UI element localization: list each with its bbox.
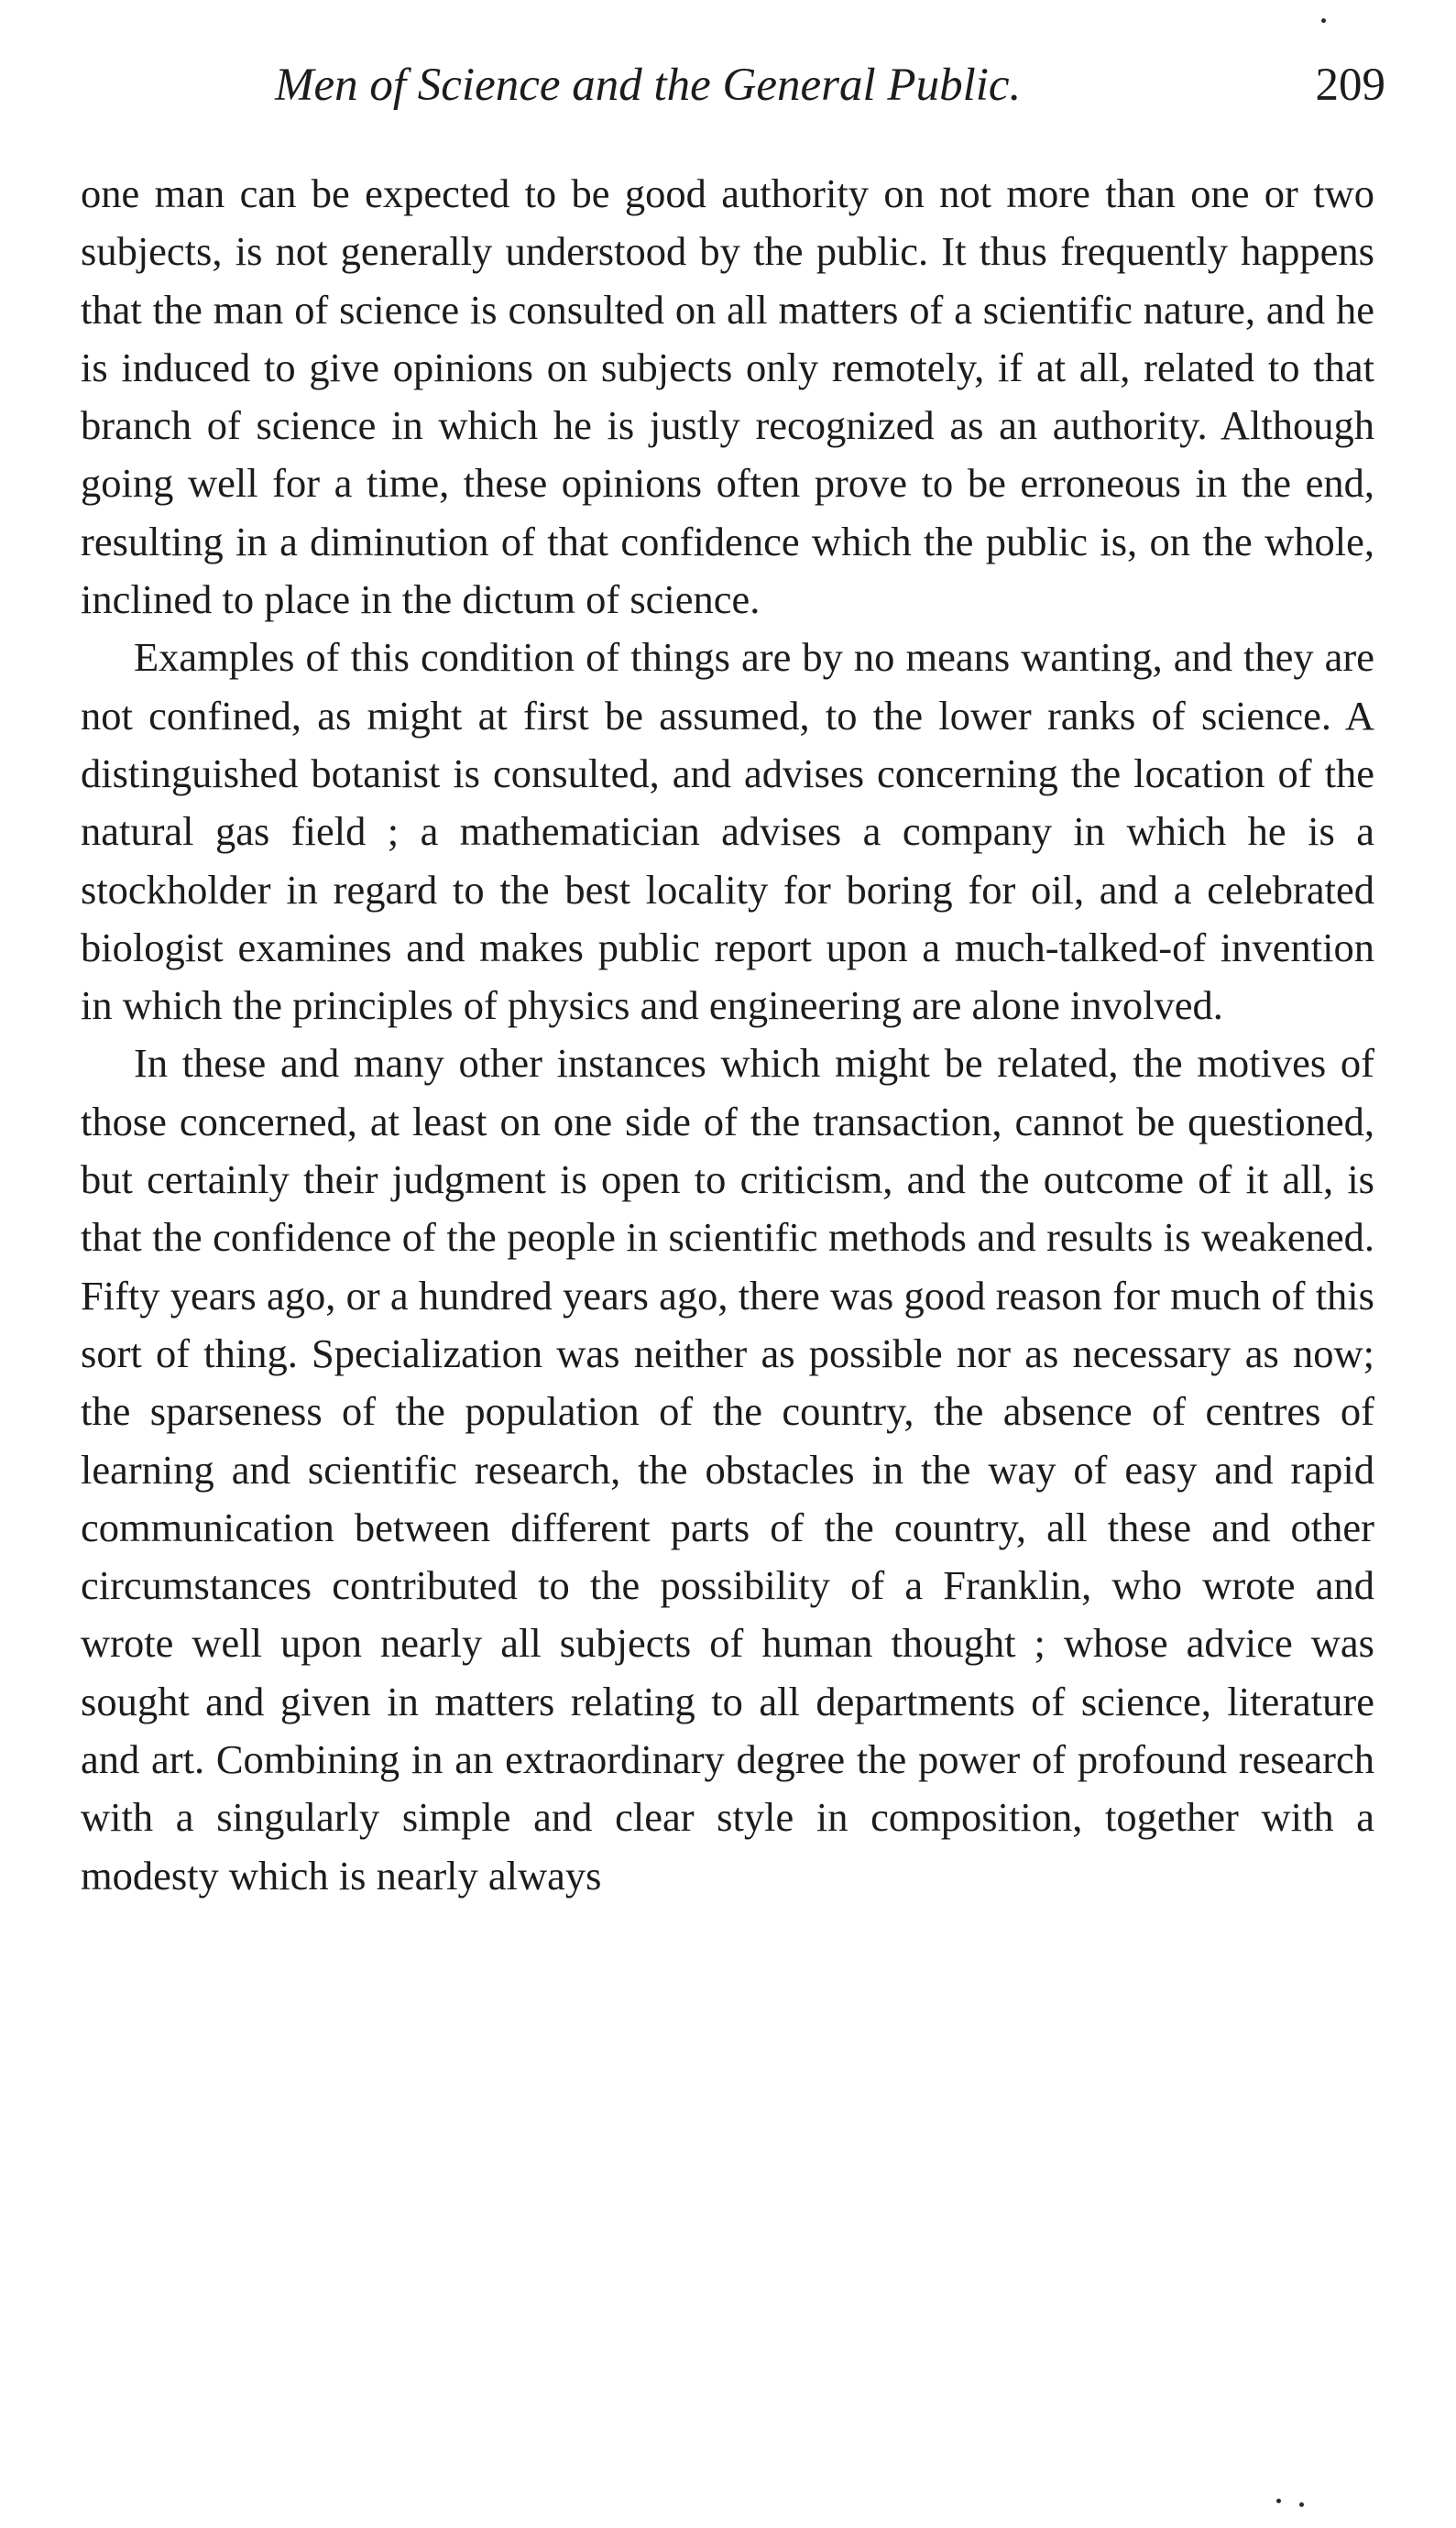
paragraph-examples: Examples of this condition of things are by no means wanting, and they are not confined, as might at first be assumed, to the lower ranks of science. A distinguished botanist is consulted, and advises concerning the location of the natural gas field ; a mathematician advises a company in which he is a stockholder in regard to the best locality for boring for oil, and a celebrated biologist examines and makes public report upon a much-talked-of invention in which the principles of physics and engineering are alone involved. bbox=[81, 634, 1374, 1029]
page-number: 209 bbox=[1315, 60, 1385, 111]
body-text bbox=[81, 165, 1374, 1905]
print-speck bbox=[1276, 2499, 1281, 2503]
paragraph-continued: one man can be expected to be good authority on not more than one or two subjects, is not generally understood by the public. It thus frequently happens that the man of science is consulted on all matters of a scientific nature, and he is induced to give opinions on subjects only remotely, if at all, related to that branch of science in which he is justly recognized as an authority. Although going well for a time, these opinions often prove to be erroneous in the end, resulting in a diminution of that confidence which the public is, on the whole, inclined to place in the dictum of science. bbox=[81, 170, 1374, 623]
print-speck bbox=[1299, 2502, 1304, 2507]
paragraph-instances: In these and many other instances which might be related, the motives of those concerned, at least on one side of the transaction, cannot be questioned, but certainly their judgment is open to criticism, and the outcome of it all, is that the confidence of the people in scientific methods and results is weakened. Fifty years ago, or a hundred years ago, there was good reason for much of this sort of thing. Specialization was neither as possible nor as necessary as now; the sparseness of the population of the country, the absence of centres of learning and scientific research, the obstacles in the way of easy and rapid communication between different parts of the country, all these and other circumstances contributed to the possibility of a Franklin, who wrote and wrote well upon nearly all subjects of human thought ; whose advice was sought and given in matters relating to all departments of science, literature and art. Combining in an extraordinary degree the power of profound research with a singularly simple and clear style in composition, together with a modesty which is nearly always bbox=[81, 1040, 1374, 1899]
running-head bbox=[275, 53, 1385, 117]
print-speck bbox=[1321, 18, 1326, 23]
running-title: Men of Science and the General Public. bbox=[275, 60, 1022, 111]
